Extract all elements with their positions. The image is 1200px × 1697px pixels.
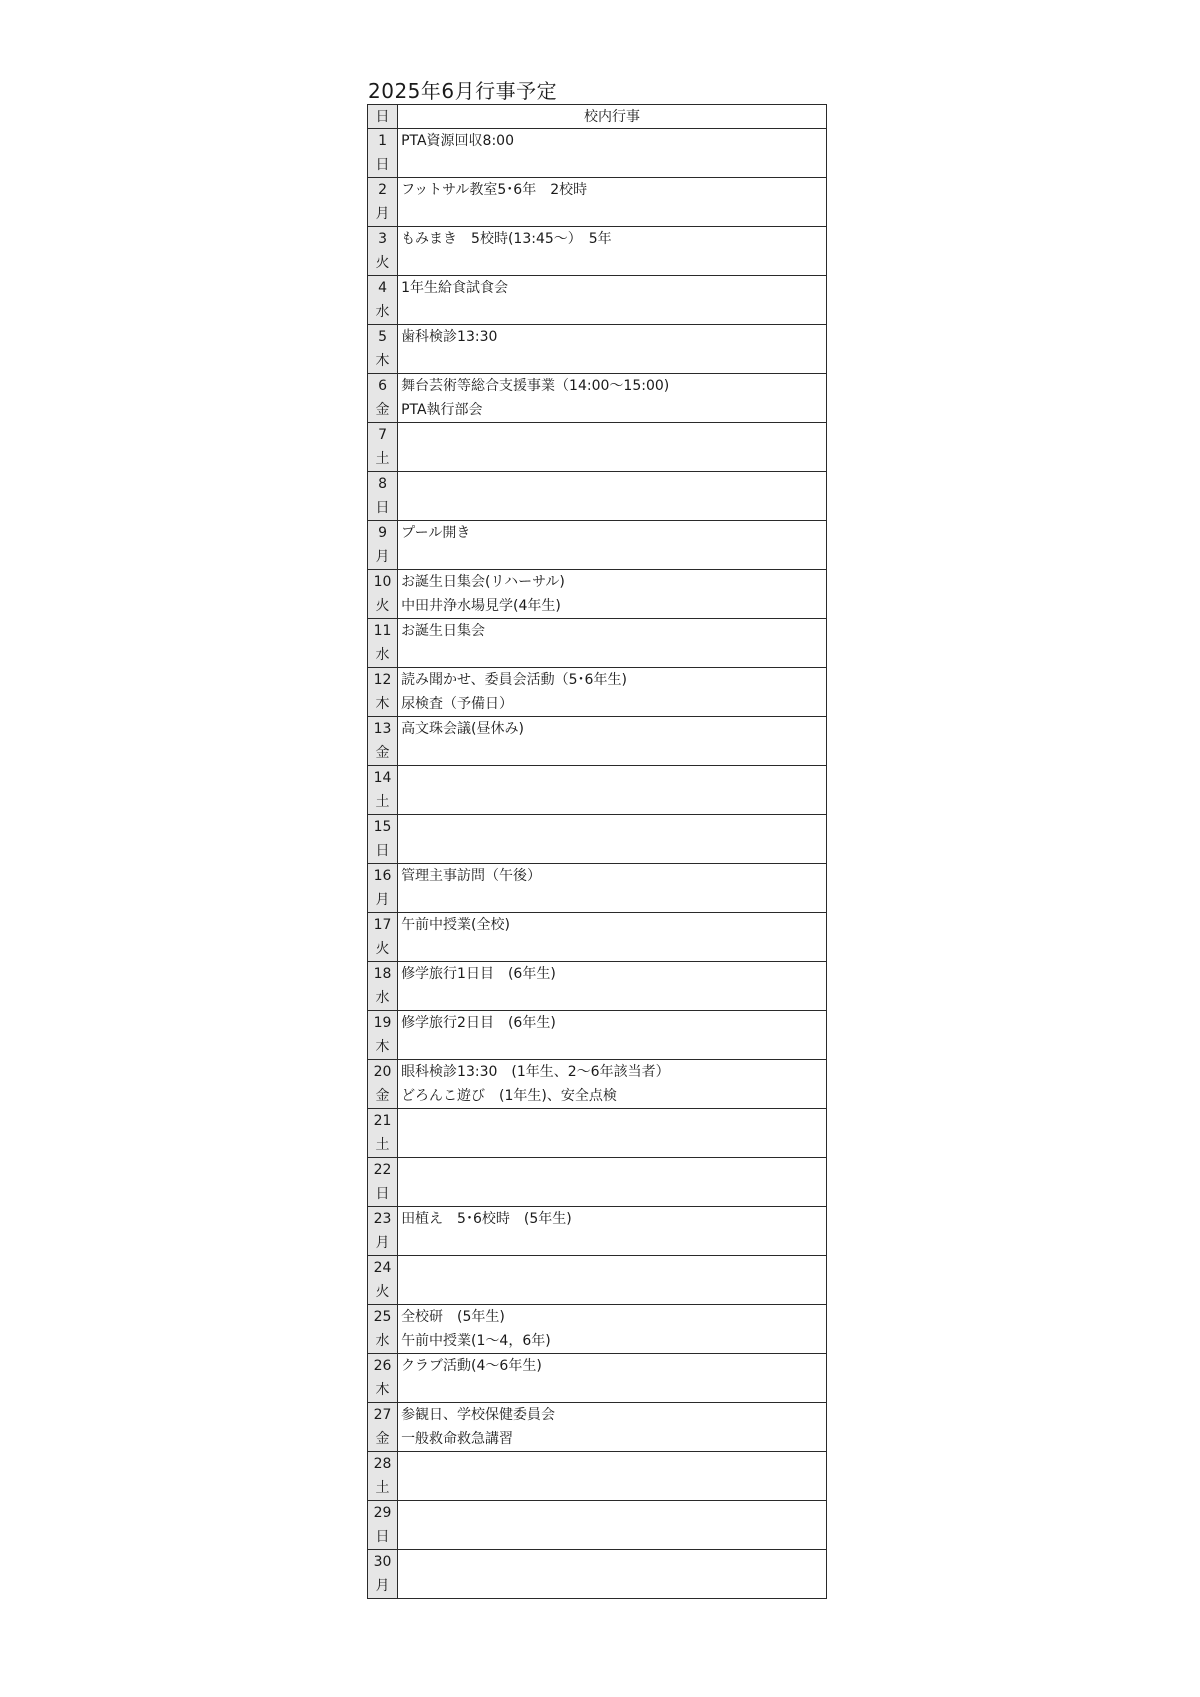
- day-number: 20: [373, 1064, 392, 1080]
- event-line: [398, 472, 826, 496]
- header-day: 日: [368, 105, 398, 129]
- event-line: [398, 790, 826, 814]
- table-row: [368, 325, 827, 374]
- event-line: [398, 202, 826, 226]
- events-cell: [398, 374, 827, 423]
- day-number: 26: [373, 1358, 392, 1374]
- day-cell: [368, 227, 398, 276]
- day-of-week: 水: [375, 1333, 390, 1349]
- table-row: [368, 913, 827, 962]
- day-of-week: 土: [375, 451, 390, 467]
- event-line: [398, 643, 826, 667]
- events-cell: [398, 1403, 827, 1452]
- day-number: 14: [373, 770, 392, 786]
- table-row: [368, 178, 827, 227]
- events-cell: [398, 1011, 827, 1060]
- day-number: 28: [373, 1456, 392, 1472]
- event-line: [398, 1182, 826, 1206]
- day-number: 25: [373, 1309, 392, 1325]
- event-line: [398, 1109, 826, 1133]
- day-cell: [368, 472, 398, 521]
- day-of-week: 木: [375, 1039, 390, 1055]
- event-line: クラブ活動(4～6年生): [401, 1358, 542, 1374]
- day-number: 12: [373, 672, 392, 688]
- events-cell: [398, 1109, 827, 1158]
- event-line: [398, 1550, 826, 1574]
- day-cell: [368, 766, 398, 815]
- event-line: 1年生給食試食会: [401, 280, 508, 296]
- day-number: 17: [373, 917, 392, 933]
- table-header-row: [368, 105, 827, 129]
- header-events: 校内行事: [398, 105, 827, 129]
- day-cell: [368, 129, 398, 178]
- table-row: [368, 276, 827, 325]
- day-cell: [368, 1452, 398, 1501]
- day-cell: [368, 570, 398, 619]
- table-row: [368, 1060, 827, 1109]
- day-of-week: 水: [375, 647, 390, 663]
- table-row: [368, 1305, 827, 1354]
- day-cell: [368, 1158, 398, 1207]
- day-cell: [368, 1011, 398, 1060]
- day-number: 11: [373, 623, 392, 639]
- table-row: [368, 619, 827, 668]
- event-line: [398, 545, 826, 569]
- event-line: PTA資源回収8:00: [401, 133, 514, 149]
- day-of-week: 日: [375, 843, 390, 859]
- event-line: [398, 1133, 826, 1157]
- events-cell: [398, 1158, 827, 1207]
- event-line: フットサル教室5･6年 2校時: [401, 182, 588, 198]
- day-of-week: 火: [375, 941, 390, 957]
- event-line: 田植え 5･6校時 (5年生): [401, 1211, 572, 1227]
- day-of-week: 月: [375, 1578, 390, 1594]
- event-line: お誕生日集会: [401, 623, 486, 639]
- event-line: 読み聞かせ、委員会活動（5･6年生): [401, 672, 627, 688]
- events-cell: [398, 815, 827, 864]
- event-line: [398, 741, 826, 765]
- event-line: [398, 1574, 826, 1598]
- event-line: [398, 251, 826, 275]
- event-line: プール開き: [401, 525, 471, 541]
- events-cell: [398, 129, 827, 178]
- day-number: 4: [378, 280, 387, 296]
- event-line: 全校研 (5年生): [401, 1309, 505, 1325]
- table-row: [368, 962, 827, 1011]
- event-line: 修学旅行1日目 (6年生): [401, 966, 556, 982]
- events-cell: [398, 1305, 827, 1354]
- events-cell: [398, 521, 827, 570]
- event-line: [398, 1256, 826, 1280]
- day-cell: [368, 1550, 398, 1599]
- table-row: [368, 1550, 827, 1599]
- events-cell: [398, 766, 827, 815]
- event-line: [398, 986, 826, 1010]
- day-of-week: 金: [375, 1088, 390, 1104]
- event-line: 修学旅行2日目 (6年生): [401, 1015, 556, 1031]
- day-number: 2: [378, 182, 387, 198]
- day-of-week: 水: [375, 304, 390, 320]
- day-number: 6: [378, 378, 387, 394]
- day-number: 16: [373, 868, 392, 884]
- day-cell: [368, 1060, 398, 1109]
- event-line: 午前中授業(全校): [401, 917, 510, 933]
- events-cell: [398, 178, 827, 227]
- table-row: [368, 815, 827, 864]
- table-row: [368, 227, 827, 276]
- event-line: [398, 1525, 826, 1549]
- day-cell: [368, 276, 398, 325]
- event-line: 中田井浄水場見学(4年生): [401, 598, 561, 614]
- day-number: 5: [378, 329, 387, 345]
- day-of-week: 日: [375, 1529, 390, 1545]
- day-of-week: 日: [375, 500, 390, 516]
- day-number: 10: [373, 574, 392, 590]
- day-of-week: 日: [375, 157, 390, 173]
- day-number: 8: [378, 476, 387, 492]
- table-row: [368, 472, 827, 521]
- day-number: 24: [373, 1260, 392, 1276]
- table-row: [368, 374, 827, 423]
- events-cell: [398, 1060, 827, 1109]
- table-row: [368, 129, 827, 178]
- day-of-week: 金: [375, 1431, 390, 1447]
- day-number: 30: [373, 1554, 392, 1570]
- event-line: PTA執行部会: [401, 402, 483, 418]
- event-line: [398, 423, 826, 447]
- day-number: 9: [378, 525, 387, 541]
- day-of-week: 月: [375, 892, 390, 908]
- day-of-week: 土: [375, 1137, 390, 1153]
- day-cell: [368, 1501, 398, 1550]
- event-line: 午前中授業(1～4，6年): [401, 1333, 551, 1349]
- day-of-week: 金: [375, 402, 390, 418]
- page-title: 2025年6月行事予定: [368, 79, 558, 103]
- day-of-week: 土: [375, 1480, 390, 1496]
- day-number: 23: [373, 1211, 392, 1227]
- day-number: 1: [378, 133, 387, 149]
- events-cell: [398, 276, 827, 325]
- event-line: [398, 1452, 826, 1476]
- table-row: [368, 570, 827, 619]
- day-cell: [368, 668, 398, 717]
- day-cell: [368, 1109, 398, 1158]
- event-line: [398, 447, 826, 471]
- event-line: [398, 153, 826, 177]
- event-line: [398, 1158, 826, 1182]
- table-row: [368, 717, 827, 766]
- events-cell: [398, 423, 827, 472]
- day-cell: [368, 178, 398, 227]
- event-line: [398, 1035, 826, 1059]
- events-cell: [398, 717, 827, 766]
- table-row: [368, 423, 827, 472]
- events-cell: [398, 1452, 827, 1501]
- day-cell: [368, 1403, 398, 1452]
- event-line: 眼科検診13:30 (1年生、2～6年該当者）: [401, 1064, 670, 1080]
- day-number: 18: [373, 966, 392, 982]
- day-of-week: 月: [375, 1235, 390, 1251]
- schedule-table: [367, 104, 827, 1599]
- day-number: 22: [373, 1162, 392, 1178]
- events-cell: [398, 325, 827, 374]
- day-number: 3: [378, 231, 387, 247]
- day-number: 21: [373, 1113, 392, 1129]
- day-of-week: 木: [375, 1382, 390, 1398]
- events-cell: [398, 864, 827, 913]
- table-row: [368, 668, 827, 717]
- day-cell: [368, 962, 398, 1011]
- day-number: 19: [373, 1015, 392, 1031]
- day-of-week: 火: [375, 255, 390, 271]
- schedule-body: [368, 129, 827, 1599]
- table-row: [368, 1109, 827, 1158]
- day-of-week: 火: [375, 1284, 390, 1300]
- table-row: [368, 766, 827, 815]
- event-line: 舞台芸術等総合支援事業（14:00～15:00): [401, 378, 670, 394]
- event-line: [398, 937, 826, 961]
- event-line: [398, 839, 826, 863]
- event-line: [398, 888, 826, 912]
- event-line: 歯科検診13:30: [401, 329, 498, 345]
- day-cell: [368, 1256, 398, 1305]
- events-cell: [398, 1354, 827, 1403]
- day-cell: [368, 325, 398, 374]
- day-cell: [368, 1354, 398, 1403]
- day-number: 27: [373, 1407, 392, 1423]
- events-cell: [398, 472, 827, 521]
- table-row: [368, 1452, 827, 1501]
- event-line: もみまき 5校時(13:45～） 5年: [401, 231, 612, 247]
- day-of-week: 金: [375, 745, 390, 761]
- table-row: [368, 1011, 827, 1060]
- day-cell: [368, 1207, 398, 1256]
- events-cell: [398, 962, 827, 1011]
- table-row: [368, 864, 827, 913]
- event-line: [398, 815, 826, 839]
- day-number: 15: [373, 819, 392, 835]
- day-number: 13: [373, 721, 392, 737]
- event-line: [398, 1378, 826, 1402]
- event-line: どろんこ遊び (1年生)、安全点検: [401, 1088, 617, 1104]
- day-of-week: 日: [375, 1186, 390, 1202]
- event-line: [398, 496, 826, 520]
- day-of-week: 木: [375, 696, 390, 712]
- event-line: 高文珠会議(昼休み): [401, 721, 524, 737]
- table-row: [368, 1403, 827, 1452]
- events-cell: [398, 913, 827, 962]
- event-line: 参観日、学校保健委員会: [401, 1407, 556, 1423]
- events-cell: [398, 1256, 827, 1305]
- events-cell: [398, 1501, 827, 1550]
- day-cell: [368, 423, 398, 472]
- event-line: [398, 1280, 826, 1304]
- day-cell: [368, 619, 398, 668]
- events-cell: [398, 1207, 827, 1256]
- table-row: [368, 1256, 827, 1305]
- events-cell: [398, 227, 827, 276]
- event-line: 一般救命救急講習: [401, 1431, 514, 1447]
- event-line: お誕生日集会(リハーサル): [401, 574, 565, 590]
- day-cell: [368, 717, 398, 766]
- day-of-week: 月: [375, 206, 390, 222]
- events-cell: [398, 668, 827, 717]
- day-cell: [368, 864, 398, 913]
- day-of-week: 月: [375, 549, 390, 565]
- day-cell: [368, 815, 398, 864]
- event-line: 尿検査（予備日）: [401, 696, 514, 712]
- day-cell: [368, 374, 398, 423]
- table-row: [368, 1207, 827, 1256]
- day-of-week: 水: [375, 990, 390, 1006]
- day-of-week: 土: [375, 794, 390, 810]
- day-cell: [368, 521, 398, 570]
- table-row: [368, 521, 827, 570]
- day-number: 7: [378, 427, 387, 443]
- table-row: [368, 1501, 827, 1550]
- event-line: [398, 1501, 826, 1525]
- day-number: 29: [373, 1505, 392, 1521]
- day-of-week: 木: [375, 353, 390, 369]
- day-of-week: 火: [375, 598, 390, 614]
- table-row: [368, 1158, 827, 1207]
- event-line: [398, 1231, 826, 1255]
- table-row: [368, 1354, 827, 1403]
- events-cell: [398, 619, 827, 668]
- event-line: 管理主事訪問（午後）: [401, 868, 542, 884]
- events-cell: [398, 1550, 827, 1599]
- events-cell: [398, 570, 827, 619]
- event-line: [398, 300, 826, 324]
- event-line: [398, 1476, 826, 1500]
- day-cell: [368, 913, 398, 962]
- day-cell: [368, 1305, 398, 1354]
- event-line: [398, 766, 826, 790]
- event-line: [398, 349, 826, 373]
